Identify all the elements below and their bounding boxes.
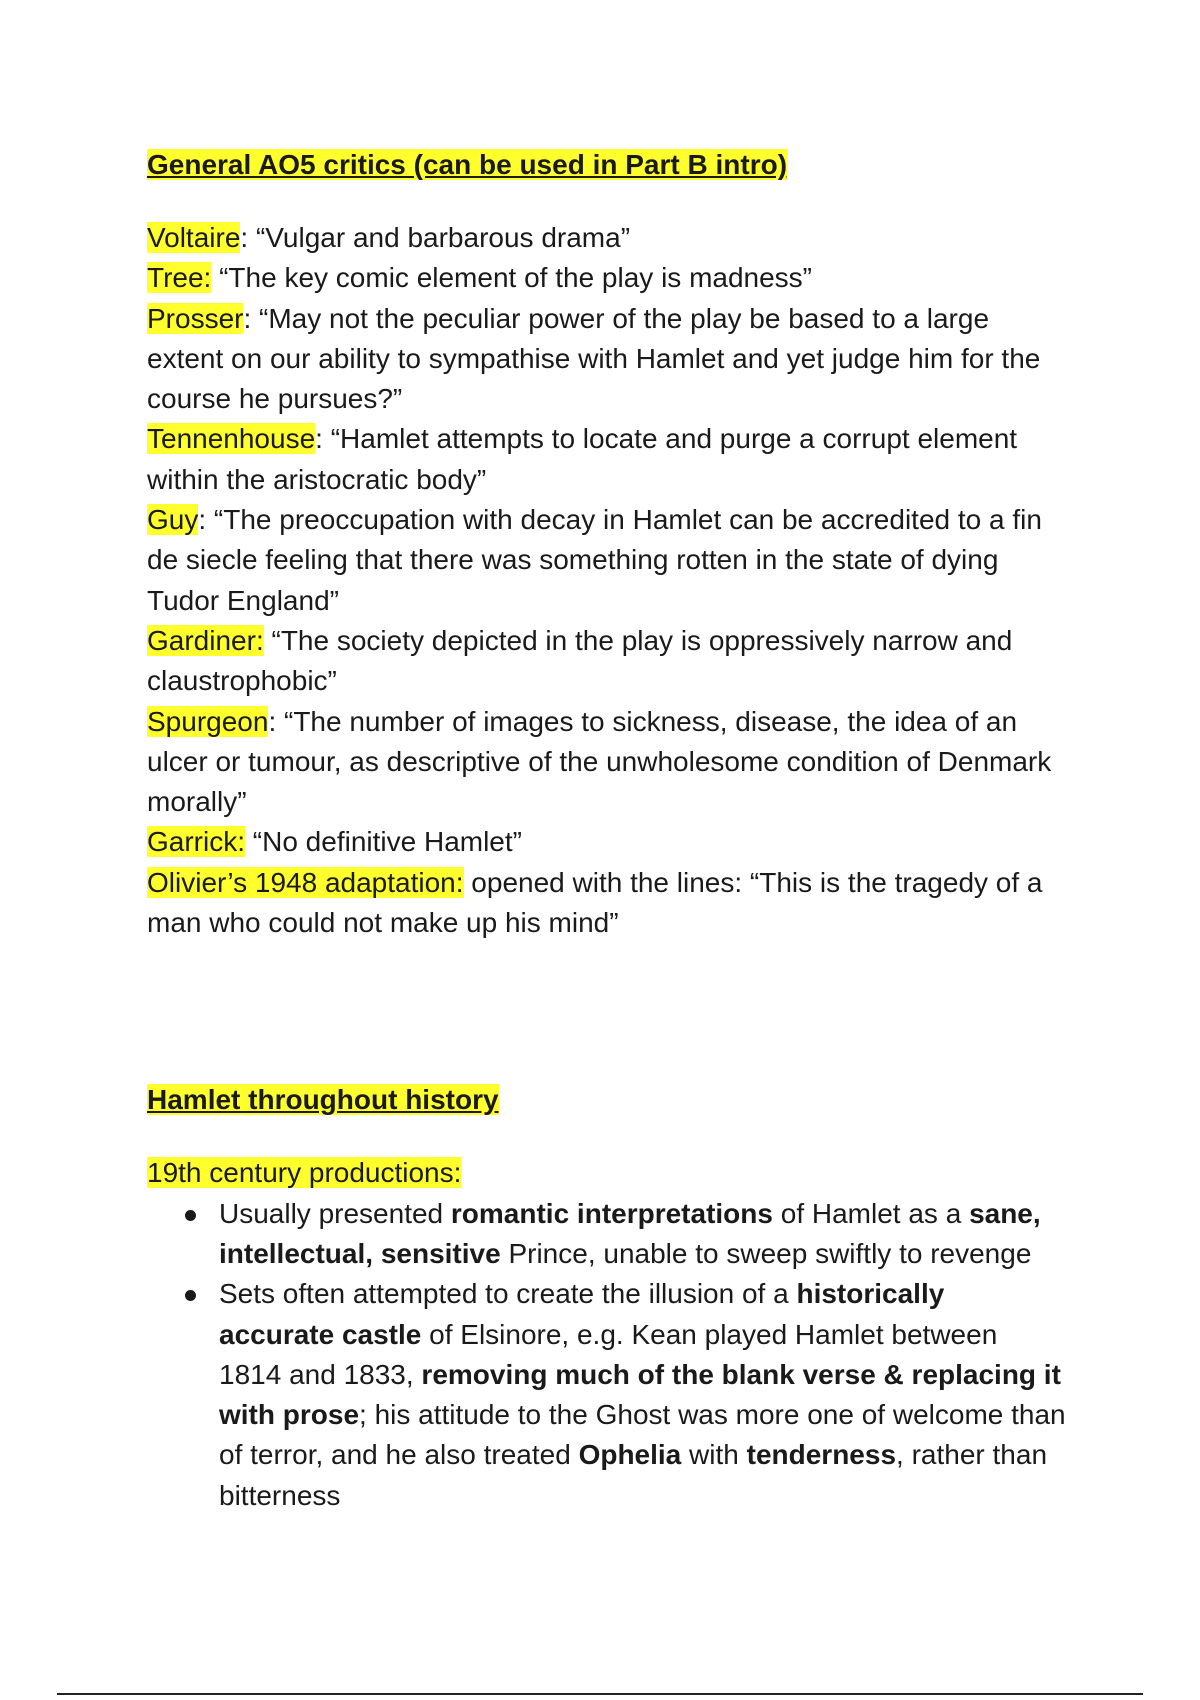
critic-name: Gardiner:: [147, 624, 264, 656]
critic-name: Garrick:: [147, 826, 245, 858]
section-heading-ao5-critics: General AO5 critics (can be used in Part B intro): [147, 149, 788, 180]
critic-name: Guy: [147, 504, 199, 536]
critic-name: Voltaire: [147, 222, 241, 253]
critic-quote: opened with the lines: “This is the tragedy of a man who could not make up his mind”: [147, 866, 1043, 939]
critic-name: Spurgeon: [147, 705, 269, 737]
critic-quote: “The number of images to sickness, disease, the idea of an ulcer or tumour, as descriptive of the unwholesome condition of Denmark morally”: [147, 705, 1052, 818]
critics-list: [147, 218, 1067, 943]
critic-name: Prosser: [147, 302, 244, 334]
page-bottom-divider: [57, 1693, 1143, 1695]
critic-entry-tennenhouse: Tennenhouse: “Hamlet attempts to locate and purge a corrupt element within the aristocratic body”: [147, 423, 1018, 495]
critic-quote: “The preoccupation with decay in Hamlet can be accredited to a fin de siecle feeling that there was something rotten in the state of dying Tudor England”: [147, 504, 1042, 616]
critic-quote: “Hamlet attempts to locate and purge a corrupt element within the aristocratic body”: [147, 423, 1018, 495]
critic-entry-guy: Guy: “The preoccupation with decay in Hamlet can be accredited to a fin de siecle feeling that there was something rotten in the state of dying Tudor England”: [147, 504, 1042, 616]
critic-quote: “May not the peculiar power of the play be based to a large extent on our ability to sympathise with Hamlet and yet judge him for the course he pursues?”: [147, 302, 1041, 415]
bullet-icon: [185, 1210, 196, 1221]
critic-quote: “The society depicted in the play is oppressively narrow and claustrophobic”: [147, 624, 1013, 697]
critic-name: Olivier’s 1948 adaptation:: [147, 866, 464, 898]
critic-quote: “The key comic element of the play is madness”: [219, 262, 813, 294]
document-page: [147, 140, 1067, 1516]
critic-quote: “Vulgar and barbarous drama”: [255, 222, 631, 253]
subheading-19th-century: 19th century productions:: [147, 1157, 462, 1189]
critic-entry-prosser: Prosser: “May not the peculiar power of the play be based to a large extent on our ability to sympathise with Hamlet and yet judge him for the course he pursues?”: [147, 302, 1041, 415]
critic-entry-gardiner: [147, 621, 1067, 702]
critic-name: Tree:: [147, 262, 212, 294]
critic-entry-voltaire: Voltaire: “Vulgar and barbarous drama”: [147, 222, 631, 253]
critic-entry-spurgeon: Spurgeon: “The number of images to sickness, disease, the idea of an ulcer or tumour, as descriptive of the unwholesome condition of Denmark morally”: [147, 705, 1052, 818]
critic-entry-olivier: [147, 863, 1067, 944]
critic-quote: “No definitive Hamlet”: [252, 826, 522, 858]
critic-name: Tennenhouse: [147, 423, 316, 455]
list-item: Sets often attempted to create the illusion of a historically accurate castle of Elsinore, e.g. Kean played Hamlet between 1814 and 1833, removing much of the blank verse & replacing it with prose; his attitude to the Ghost was more one of welcome than of terror, and he also treated Ophelia with tenderness, rather than bitterness: [219, 1274, 1067, 1516]
section-heading-hamlet-history: Hamlet throughout history: [147, 1084, 499, 1116]
productions-bullet-list: [147, 1194, 1067, 1516]
critic-entry-garrick: [147, 822, 1067, 862]
bullet-icon: [185, 1290, 196, 1301]
list-item: Usually presented romantic interpretations of Hamlet as a sane, intellectual, sensitive Prince, unable to sweep swiftly to revenge: [219, 1194, 1067, 1275]
critic-entry-tree: [147, 258, 1067, 298]
